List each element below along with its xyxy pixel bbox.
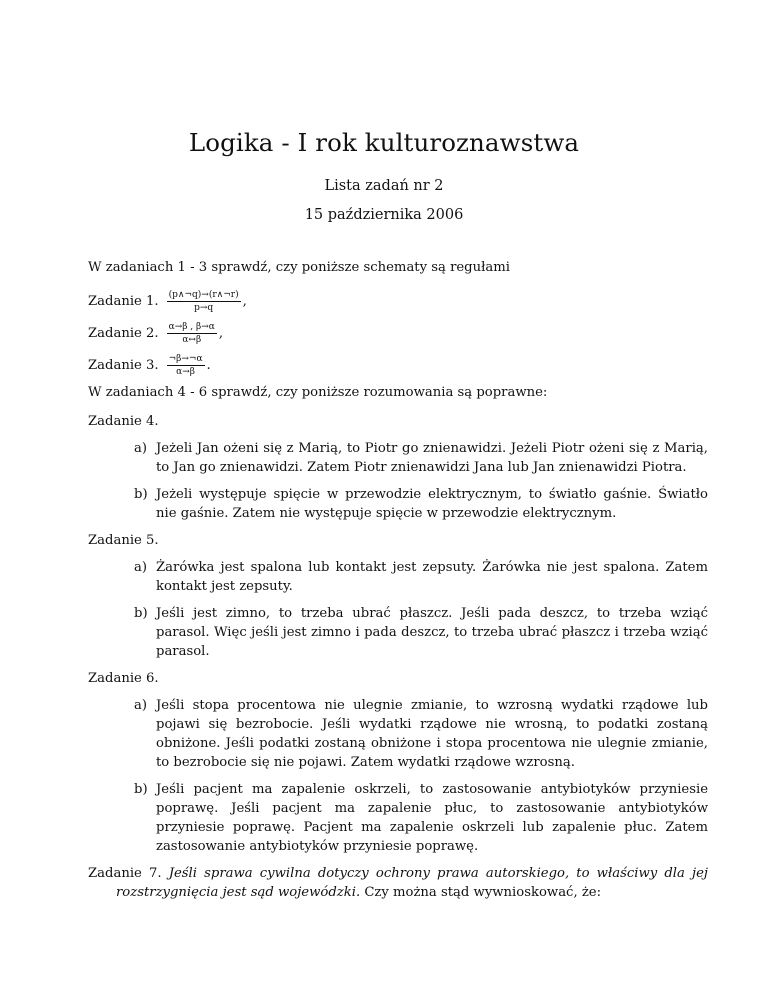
- task-1: [88, 287, 708, 315]
- item-marker: a): [134, 698, 148, 713]
- intro-reasoning: W zadaniach 4 - 6 sprawdź, czy poniższe rozumowania są poprawne:: [88, 385, 548, 400]
- item-text: Jeżeli Jan ożeni się z Marią, to Piotr go znienawidzi. Jeżeli Piotr ożeni się z Marią, to Jan go znienawidzi. Zatem Piotr znienawidzi Jana lub Jan znienawidzi Piotra.: [156, 441, 708, 475]
- fraction-denominator: α→β: [176, 366, 195, 377]
- fraction-numerator: α→β , β→α: [168, 321, 215, 332]
- fraction-denominator: α↔β: [182, 334, 202, 345]
- document-date: 15 października 2006: [304, 207, 464, 223]
- task-7-question: Czy można stąd wywnioskować, że:: [364, 885, 602, 900]
- task-4: [88, 412, 708, 523]
- item-text: Żarówka jest spalona lub kontakt jest zepsuty. Żarówka nie jest spalona. Zatem kontakt jest zepsuty.: [156, 560, 708, 594]
- task-items: [88, 439, 708, 523]
- item-marker: a): [134, 441, 148, 456]
- task-items: [88, 696, 708, 856]
- list-item: [134, 604, 708, 661]
- document-title: Logika - I rok kulturoznawstwa: [188, 128, 580, 157]
- task-3: [88, 351, 708, 379]
- punctuation: ,: [218, 325, 224, 341]
- item-text: Jeśli stopa procentowa nie ulegnie zmianie, to wzrosną wydatki rządowe lub pojawi się bezrobocie. Jeśli wydatki rządowe nie wrosną, to podatki zostaną obniżone. Jeśli podatki zostaną obniżone i stopa procentowa nie ulegnie zmianie, to bezrobocie się nie pojawi. Zatem wydatki rządowe wzrosną.: [156, 698, 708, 770]
- document-body: [88, 258, 708, 902]
- punctuation: .: [206, 357, 211, 373]
- task-6: [88, 669, 708, 856]
- rule-fraction: [167, 354, 205, 377]
- task-7: [88, 864, 708, 902]
- item-text: Jeśli jest zimno, to trzeba ubrać płaszcz. Jeśli pada deszcz, to trzeba wziąć parasol. Więc jeśli jest zimno i pada deszcz, to trzeba ubrać płaszcz i trzeba wziąć parasol.: [156, 606, 708, 659]
- task-heading: Zadanie 4.: [88, 414, 159, 429]
- item-marker: b): [134, 606, 148, 621]
- item-text: Jeśli pacjent ma zapalenie oskrzeli, to zastosowanie antybiotyków przyniesie poprawę. Jeśli pacjent ma zapalenie płuc, to zastosowanie antybiotyków przyniesie poprawę. Pacjent ma zapalenie oskrzeli lub zapalenie płuc. Zatem zastosowanie antybiotyków przyniesie poprawę.: [156, 782, 708, 854]
- list-item: [134, 780, 708, 856]
- task-heading: Zadanie 6.: [88, 671, 159, 686]
- item-text: Jeżeli występuje spięcie w przewodzie elektrycznym, to światło gaśnie. Światło nie gaśnie. Zatem nie występuje spięcie w przewodzie elektrycznym.: [156, 487, 708, 521]
- fraction-denominator: p→q: [194, 302, 214, 313]
- document-subtitle: Lista zadań nr 2: [324, 178, 444, 194]
- task-heading: Zadanie 5.: [88, 533, 159, 548]
- task-label: Zadanie 1.: [88, 293, 159, 309]
- task-2: [88, 319, 708, 347]
- list-item: [134, 485, 708, 523]
- list-item: [134, 696, 708, 772]
- item-marker: b): [134, 487, 148, 502]
- punctuation: ,: [242, 293, 247, 309]
- task-label: Zadanie 3.: [88, 357, 159, 373]
- fraction-numerator: ¬β→¬α: [168, 353, 203, 364]
- list-item: [134, 439, 708, 477]
- intro-rules: W zadaniach 1 - 3 sprawdź, czy poniższe schematy są regułami: [88, 260, 510, 275]
- rule-fraction: [167, 290, 241, 313]
- list-item: [134, 558, 708, 596]
- item-marker: a): [134, 560, 148, 575]
- task-5: [88, 531, 708, 661]
- rule-fraction: [167, 322, 217, 345]
- fraction-numerator: (p∧¬q)→(r∧¬r): [168, 289, 239, 300]
- task-items: [88, 558, 708, 661]
- task-7-italic-premise: Jeśli sprawa cywilna dotyczy ochrony prawa autorskiego, to właściwy dla jej rozstrzygnięcia jest sąd wojewódzki.: [116, 866, 708, 900]
- item-marker: b): [134, 782, 148, 797]
- task-label: Zadanie 2.: [88, 325, 159, 341]
- task-label: Zadanie 7.: [88, 866, 162, 881]
